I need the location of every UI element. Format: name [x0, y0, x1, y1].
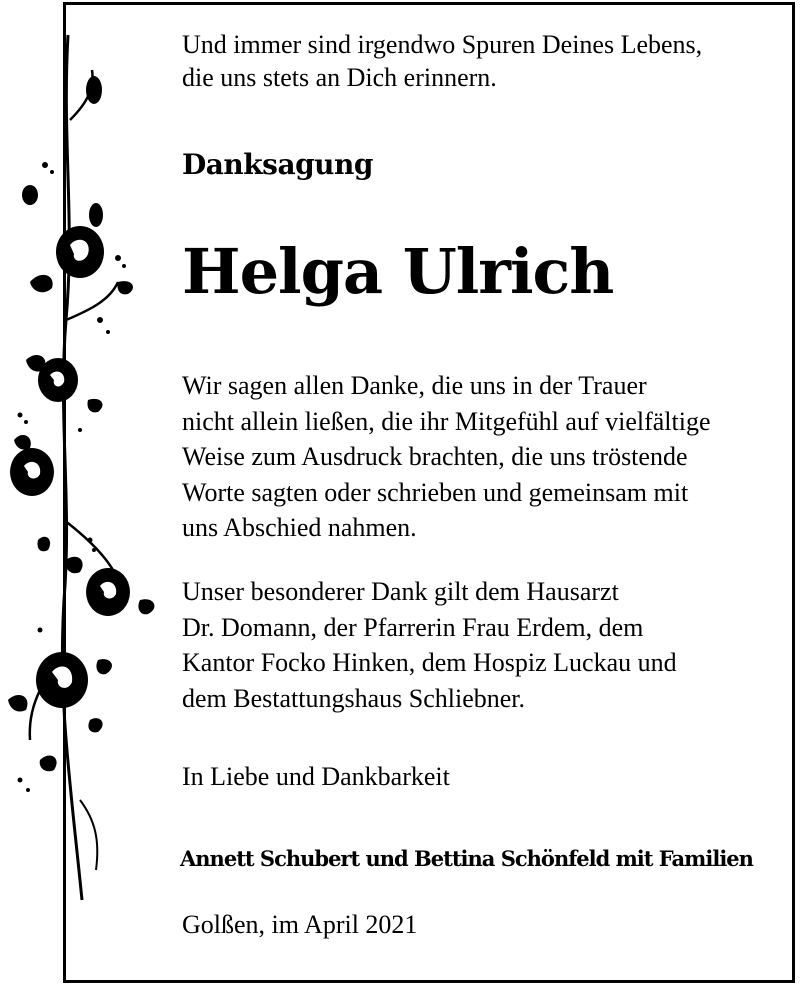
paragraph-line: Wir sagen allen Danke, die uns in der Trauer [182, 371, 647, 400]
closing-phrase: In Liebe und Dankbarkeit [182, 762, 450, 791]
notice-heading: Danksagung [182, 148, 373, 181]
memorial-quote [182, 28, 782, 94]
special-thanks-paragraph [182, 574, 782, 716]
place-date: Golßen, im April 2021 [182, 910, 418, 939]
deceased-name: Helga Ulrich [182, 235, 614, 308]
paragraph-line: Unser besonderer Dank gilt dem Hausarzt [182, 577, 619, 606]
rose-vine-icon [0, 20, 170, 920]
paragraph-line: Worte sagten oder schrieben und gemeinsam mit [182, 477, 689, 507]
quote-line: Und immer sind irgendwo Spuren Deines Lebens, [182, 30, 703, 59]
paragraph-line: Kantor Focko Hinken, dem Hospiz Luckau und [182, 648, 677, 677]
paragraph-line: Dr. Domann, der Pfarrerin Frau Erdem, dem [182, 612, 644, 642]
thanks-paragraph [182, 368, 782, 546]
paragraph-line: uns Abschied nahmen. [182, 513, 417, 542]
quote-line: die uns stets an Dich erinnern. [182, 63, 497, 92]
paragraph-line: dem Bestattungshaus Schliebner. [182, 683, 526, 713]
paragraph-line: Weise zum Ausdruck brachten, die uns tröstende [182, 442, 688, 471]
paragraph-line: nicht allein ließen, die ihr Mitgefühl auf vielfältige [182, 406, 711, 436]
signers: Annett Schubert und Bettina Schönfeld mit Familien [180, 846, 753, 871]
